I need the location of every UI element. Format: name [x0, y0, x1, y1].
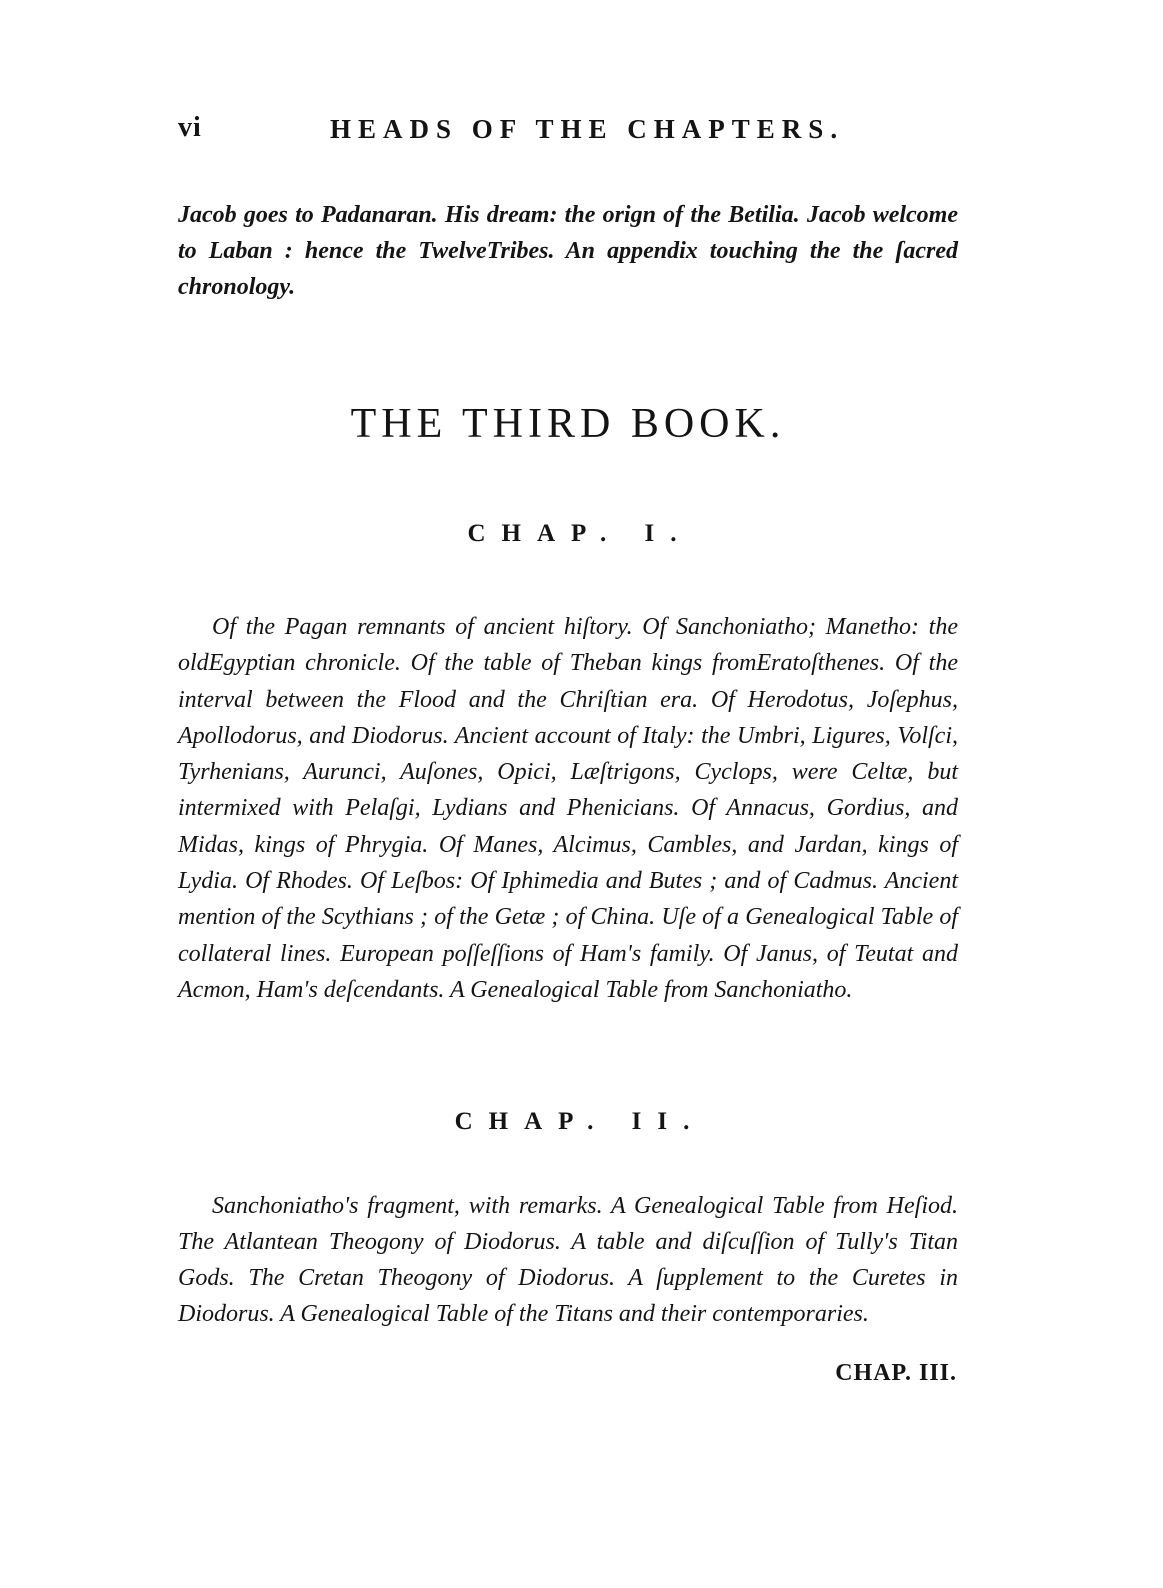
- running-head-title: HEADS OF THE CHAPTERS.: [330, 114, 845, 144]
- continued-paragraph: Jacob goes to Padanaran. His dream: the orign of the Betilia. Jacob welcome to Laban : hence the TwelveTribes. An appendix touching the the ſacred chronology.: [178, 202, 958, 300]
- book-heading: THE THIRD BOOK.: [350, 401, 786, 447]
- chapter-1-heading: CHAP. I.: [467, 520, 693, 547]
- page-number: vi: [178, 112, 202, 143]
- catchword: CHAP. III.: [835, 1360, 957, 1386]
- chapter-2-heading: CHAP. II.: [454, 1108, 706, 1135]
- chapter-2-summary: Sanchoniatho's fragment, with remarks. A Genealogical Table from Heſiod. The Atlantean Theogony of Diodorus. A table and diſcuſſion of Tully's Titan Gods. The Cretan Theogony of Diodorus. A ſupplement to the Curetes in Diodorus. A Genealogical Table of the Titans and their contemporaries.: [178, 1193, 958, 1327]
- running-head: [178, 112, 978, 152]
- chapter-1-summary: Of the Pagan remnants of ancient hiſtory. Of Sanchoniatho; Manetho: the oldEgyptian chronicle. Of the table of Theban kings fromEratoſthenes. Of the interval between the Flood and the Chriſtian era. Of Herodotus, Joſephus, Apollodorus, and Diodorus. Ancient account of Italy: the Umbri, Ligures, Volſci, Tyrhenians, Aurunci, Auſones, Opici, Læſtrigons, Cyclops, were Celtæ, but intermixed with Pelaſgi, Lydians and Phenicians. Of Annacus, Gordius, and Midas, kings of Phrygia. Of Manes, Alcimus, Cambles, and Jardan, kings of Lydia. Of Rhodes. Of Leſbos: Of Iphimedia and Butes ; and of Cadmus. Ancient mention of the Scythians ; of the Getæ ; of China. Uſe of a Genealogical Table of collateral lines. European poſſeſſions of Ham's family. Of Janus, of Teutat and Acmon, Ham's deſcendants. A Genealogical Table from Sanchoniatho.: [178, 614, 958, 1003]
